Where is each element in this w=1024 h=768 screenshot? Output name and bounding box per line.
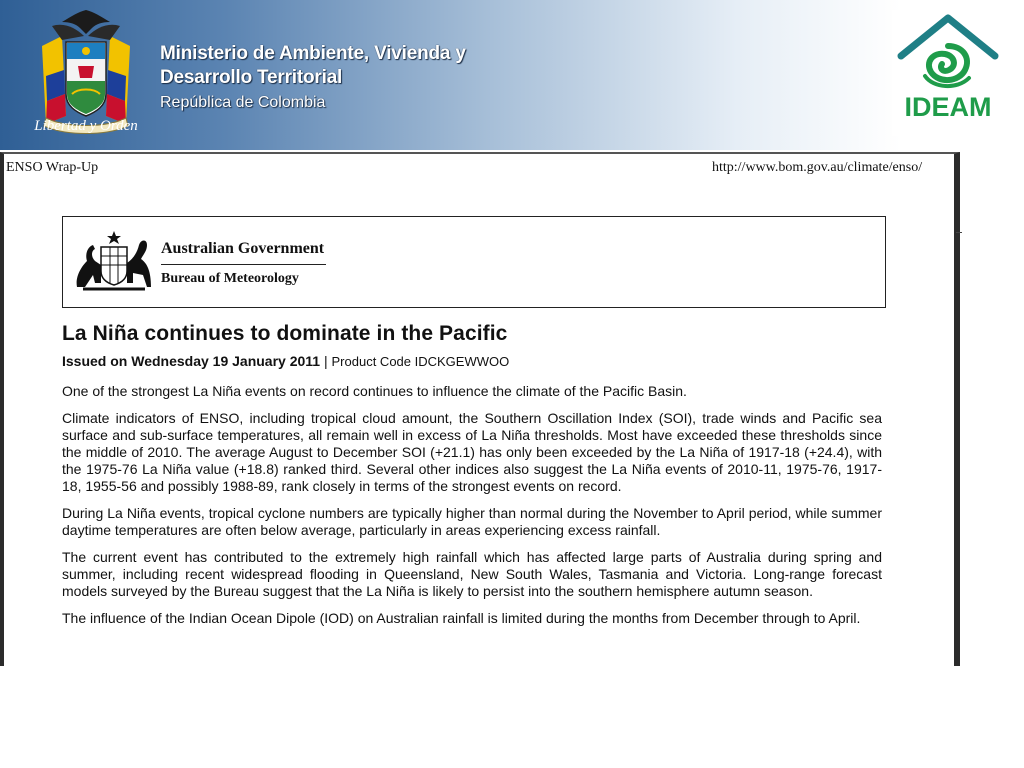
- paragraph: The current event has contributed to the extremely high rainfall which has affected large parts of Australia during spring and summer, including recent widespread flooding in Queensland, New South Wales, Tasmania and Victoria. Long-range forecast models surveyed by the Bureau suggest that the La Niña is likely to persist into the southern hemisphere autumn season.: [62, 549, 882, 599]
- ideam-logo-text: IDEAM: [904, 92, 992, 122]
- australian-coat-of-arms-icon: [71, 227, 157, 295]
- issue-separator: |: [320, 353, 332, 369]
- document-screenshot: [0, 152, 960, 666]
- bom-header-box: [62, 216, 886, 308]
- ideam-logo: [892, 10, 1004, 136]
- paragraph: One of the strongest La Niña events on record continues to influence the climate of the Pacific Basin.: [62, 383, 687, 399]
- header-rule: [161, 264, 326, 265]
- paragraph: Climate indicators of ENSO, including tropical cloud amount, the Southern Oscillation Index (SOI), trade winds and Pacific sea surface and sub-surface temperatures, all remain well in excess of La Niña thresholds. Most have exceeded these thresholds since the middle of 2010. The average August to December SOI (+21.1) has only been exceeded by the La Niña of 1917-18 (+24.4), with the 1975-76 La Niña value (+18.8) ranked third. Several other indices also suggest the La Niña events of 2010-11, 1975-76, 1917-18, 1955-56 and possibly 1988-89, rank closely in terms of the strongest events on record.: [62, 410, 882, 494]
- paragraph: During La Niña events, tropical cyclone numbers are typically higher than normal during the November to April period, while summer daytime temperatures are often below average, particularly in areas experiencing excess rainfall.: [62, 505, 882, 538]
- ministry-title: [160, 42, 466, 114]
- header-banner: [0, 0, 1024, 150]
- issue-line: [62, 352, 882, 371]
- print-header-url[interactable]: http://www.bom.gov.au/climate/enso/: [712, 160, 923, 175]
- print-header-title: ENSO Wrap-Up: [6, 160, 99, 175]
- document-print-header: [4, 160, 954, 178]
- ministry-name-line-2: Desarrollo Territorial: [160, 67, 343, 88]
- coat-of-arms-motto: Libertad y Orden: [34, 118, 138, 134]
- frame-tick-mark: [956, 232, 962, 233]
- ideam-house-spiral-icon: [895, 12, 1001, 92]
- bureau-name: Bureau of Meteorology: [161, 271, 299, 286]
- issue-date: Issued on Wednesday 19 January 2011: [62, 353, 321, 369]
- product-code: Product Code IDCKGEWWOO: [331, 354, 510, 369]
- country-name: República de Colombia: [160, 94, 326, 111]
- ministry-name-line-1: Ministerio de Ambiente, Vivienda y: [160, 43, 466, 64]
- paragraph: The influence of the Indian Ocean Dipole (IOD) on Australian rainfall is limited during the months from December through to April.: [62, 610, 861, 626]
- document-body: [62, 320, 882, 627]
- government-name: Australian Government: [161, 240, 325, 257]
- document-title: La Niña continues to dominate in the Pacific: [62, 322, 508, 345]
